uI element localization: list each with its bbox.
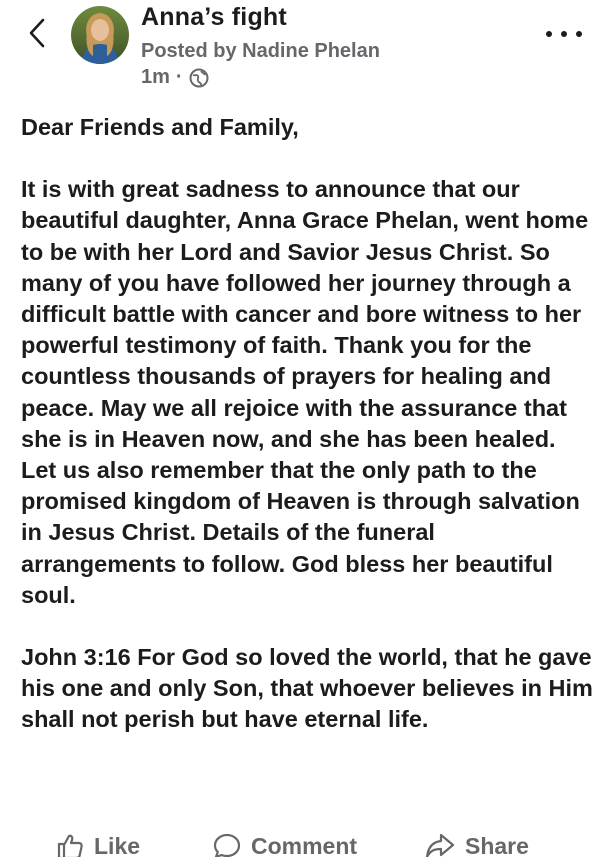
post-paragraph-1: It is with great sadness to announce that our beautiful daughter, Anna Grace Phelan, went home to be with her Lord and Savior Jesus Christ. So many of you have followed her journey through a difficult battle with cancer and bore witness to her powerful testimony of faith. Thank you for the countless thousands of prayers for healing and peace. May we all rejoice with the assurance that she is in Heaven now, and she has been healed. Let us also remember that the only path to the promised kingdom of Heaven is through salvation in Jesus Christ. Details of the funeral arrangements to follow. God bless her beautiful soul.: [21, 176, 589, 608]
more-options-button[interactable]: [546, 22, 582, 46]
more-dots-icon: [546, 31, 552, 37]
comment-label: Comment: [251, 832, 358, 857]
share-arrow-icon: [425, 832, 455, 857]
comment-bubble-icon: [213, 832, 241, 857]
post-header: [0, 0, 612, 100]
post-paragraph-2: John 3:16 For God so loved the world, that he gave his one and only Son, that whoever believes in Him shall not perish but have eternal life.: [21, 644, 593, 733]
globe-icon: [189, 68, 209, 88]
separator-dot: ·: [175, 66, 183, 88]
like-label: Like: [94, 832, 141, 857]
thumbs-up-icon: [56, 832, 84, 857]
group-title[interactable]: Anna’s fight: [141, 3, 287, 31]
chevron-left-icon: [28, 18, 46, 48]
post-meta: [141, 66, 209, 89]
share-label: Share: [465, 832, 529, 857]
posted-by-label[interactable]: Posted by Nadine Phelan: [141, 40, 380, 62]
post-body: [21, 112, 596, 736]
back-button[interactable]: [22, 14, 52, 52]
timestamp[interactable]: 1m: [141, 66, 170, 88]
avatar[interactable]: [71, 6, 129, 64]
comment-button[interactable]: [213, 832, 357, 857]
like-button[interactable]: [56, 832, 140, 857]
share-button[interactable]: [425, 832, 529, 857]
post-actions: [0, 828, 612, 857]
post-greeting: Dear Friends and Family,: [21, 114, 299, 140]
